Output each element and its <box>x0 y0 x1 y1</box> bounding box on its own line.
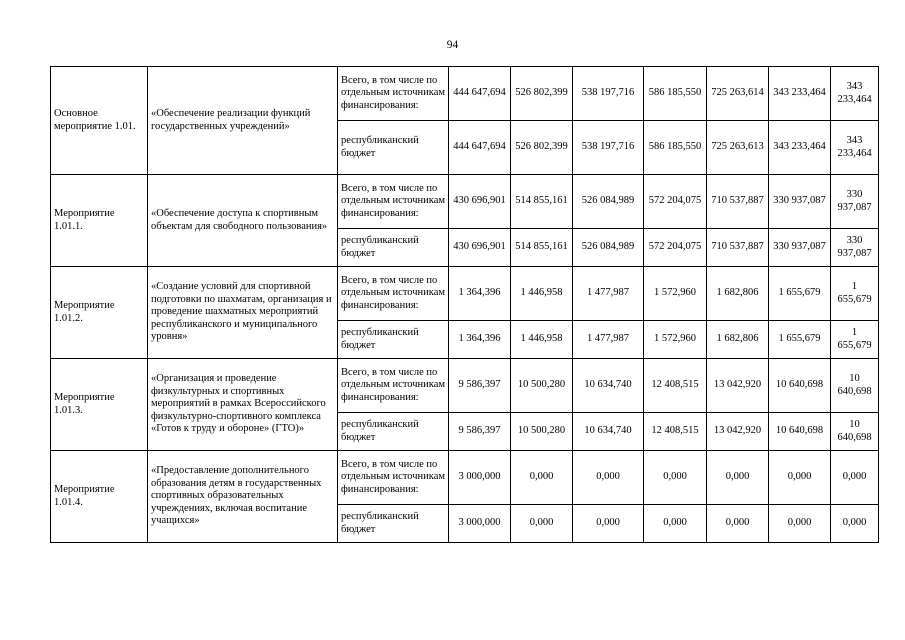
funding-amount: 725 263,613 <box>707 121 769 175</box>
measure-name: Основное мероприятие 1.01. <box>51 67 148 175</box>
funding-amount: 10 640,698 <box>769 413 831 451</box>
funding-amount: 1 364,396 <box>449 267 511 321</box>
funding-amount: 0,000 <box>831 451 879 505</box>
funding-amount: 1 655,679 <box>831 267 879 321</box>
funding-amount: 444 647,694 <box>449 121 511 175</box>
measure-name: Мероприятие 1.01.3. <box>51 359 148 451</box>
funding-amount: 710 537,887 <box>707 229 769 267</box>
page-number: 94 <box>446 39 459 51</box>
measure-name: Мероприятие 1.01.2. <box>51 267 148 359</box>
table-row <box>51 451 879 505</box>
funding-amount: 0,000 <box>511 505 573 543</box>
funding-amount: 3 000,000 <box>449 451 511 505</box>
financing-table <box>50 66 879 543</box>
funding-amount: 343 233,464 <box>769 67 831 121</box>
funding-amount: 0,000 <box>511 451 573 505</box>
funding-amount: 343 233,464 <box>769 121 831 175</box>
measure-description: «Обеспечение доступа к спортивным объектам для свободного пользования» <box>148 175 338 267</box>
funding-amount: 12 408,515 <box>644 359 707 413</box>
funding-amount: 0,000 <box>707 505 769 543</box>
funding-source: Всего, в том числе по отдельным источникам финансирования: <box>338 359 449 413</box>
funding-amount: 1 446,958 <box>511 321 573 359</box>
funding-amount: 330 937,087 <box>769 175 831 229</box>
table-row <box>51 175 879 229</box>
funding-amount: 514 855,161 <box>511 229 573 267</box>
measure-name: Мероприятие 1.01.1. <box>51 175 148 267</box>
funding-amount: 10 634,740 <box>573 413 644 451</box>
funding-amount: 330 937,087 <box>831 229 879 267</box>
funding-amount: 1 655,679 <box>769 267 831 321</box>
funding-amount: 10 634,740 <box>573 359 644 413</box>
funding-amount: 1 572,960 <box>644 267 707 321</box>
funding-amount: 343 233,464 <box>831 121 879 175</box>
funding-source: республиканский бюджет <box>338 413 449 451</box>
funding-source: Всего, в том числе по отдельным источникам финансирования: <box>338 67 449 121</box>
funding-amount: 1 655,679 <box>769 321 831 359</box>
measure-description: «Обеспечение реализации функций государственных учреждений» <box>148 67 338 175</box>
funding-amount: 0,000 <box>644 451 707 505</box>
funding-amount: 330 937,087 <box>769 229 831 267</box>
funding-amount: 586 185,550 <box>644 121 707 175</box>
funding-amount: 514 855,161 <box>511 175 573 229</box>
measure-description: «Создание условий для спортивной подготовки по шахматам, организация и проведение шахматных мероприятий республиканского и муниципального уровня» <box>148 267 338 359</box>
funding-amount: 1 655,679 <box>831 321 879 359</box>
funding-amount: 725 263,614 <box>707 67 769 121</box>
funding-amount: 10 500,280 <box>511 413 573 451</box>
funding-amount: 0,000 <box>707 451 769 505</box>
funding-amount: 9 586,397 <box>449 359 511 413</box>
funding-amount: 526 084,989 <box>573 175 644 229</box>
funding-amount: 710 537,887 <box>707 175 769 229</box>
funding-source: Всего, в том числе по отдельным источникам финансирования: <box>338 175 449 229</box>
funding-amount: 526 802,399 <box>511 67 573 121</box>
funding-amount: 444 647,694 <box>449 67 511 121</box>
funding-amount: 12 408,515 <box>644 413 707 451</box>
funding-amount: 0,000 <box>644 505 707 543</box>
funding-amount: 0,000 <box>573 505 644 543</box>
funding-amount: 0,000 <box>573 451 644 505</box>
funding-amount: 1 477,987 <box>573 321 644 359</box>
measure-description: «Организация и проведение физкультурных и спортивных мероприятий в рамках Всероссийского физкультурно-спортивного комплекса «Готов к труду и обороне» (ГТО)» <box>148 359 338 451</box>
funding-amount: 430 696,901 <box>449 229 511 267</box>
funding-amount: 572 204,075 <box>644 229 707 267</box>
funding-amount: 10 640,698 <box>831 359 879 413</box>
funding-amount: 0,000 <box>769 505 831 543</box>
funding-amount: 526 084,989 <box>573 229 644 267</box>
table-row <box>51 359 879 413</box>
funding-amount: 330 937,087 <box>831 175 879 229</box>
funding-source: Всего, в том числе по отдельным источникам финансирования: <box>338 451 449 505</box>
funding-amount: 13 042,920 <box>707 359 769 413</box>
funding-amount: 1 572,960 <box>644 321 707 359</box>
funding-amount: 13 042,920 <box>707 413 769 451</box>
funding-amount: 430 696,901 <box>449 175 511 229</box>
funding-amount: 10 640,698 <box>769 359 831 413</box>
table-row <box>51 67 879 121</box>
funding-amount: 1 682,806 <box>707 267 769 321</box>
funding-amount: 1 682,806 <box>707 321 769 359</box>
funding-amount: 0,000 <box>831 505 879 543</box>
funding-amount: 538 197,716 <box>573 121 644 175</box>
funding-amount: 586 185,550 <box>644 67 707 121</box>
table-row <box>51 267 879 321</box>
funding-amount: 0,000 <box>769 451 831 505</box>
funding-amount: 10 500,280 <box>511 359 573 413</box>
funding-source: республиканский бюджет <box>338 505 449 543</box>
funding-amount: 538 197,716 <box>573 67 644 121</box>
funding-amount: 572 204,075 <box>644 175 707 229</box>
funding-source: Всего, в том числе по отдельным источникам финансирования: <box>338 267 449 321</box>
funding-amount: 1 446,958 <box>511 267 573 321</box>
funding-amount: 3 000,000 <box>449 505 511 543</box>
funding-source: республиканский бюджет <box>338 321 449 359</box>
funding-amount: 1 364,396 <box>449 321 511 359</box>
funding-amount: 343 233,464 <box>831 67 879 121</box>
funding-amount: 9 586,397 <box>449 413 511 451</box>
funding-source: республиканский бюджет <box>338 229 449 267</box>
funding-amount: 1 477,987 <box>573 267 644 321</box>
funding-amount: 526 802,399 <box>511 121 573 175</box>
funding-source: республиканский бюджет <box>338 121 449 175</box>
funding-amount: 10 640,698 <box>831 413 879 451</box>
measure-description: «Предоставление дополнительного образования детям в государственных спортивных образовательных учреждениях, включая воспитание учащихся» <box>148 451 338 543</box>
measure-name: Мероприятие 1.01.4. <box>51 451 148 543</box>
